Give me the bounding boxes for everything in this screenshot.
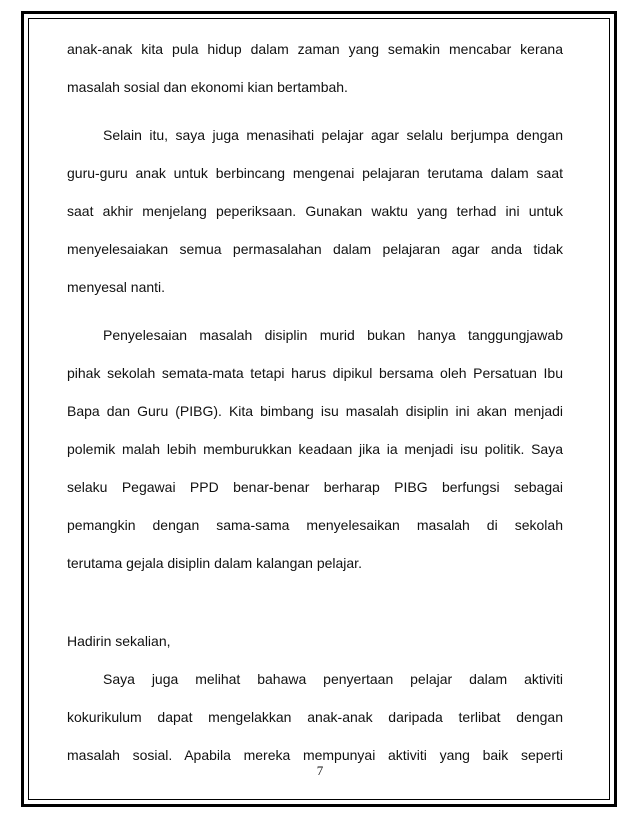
paragraph-line-10: Bapa dan Guru (PIBG). Kita bimbang isu masalah disiplin ini akan menjadi bbox=[67, 403, 563, 419]
paragraph-line-9: pihak sekolah semata-mata tetapi harus dipikul bersama oleh Persatuan Ibu bbox=[67, 365, 563, 381]
paragraph-line-12: selaku Pegawai PPD benar-benar berharap PIBG berfungsi sebagai bbox=[67, 479, 563, 495]
paragraph-line-7: menyesal nanti. bbox=[67, 279, 166, 295]
paragraph-line-2: masalah sosial dan ekonomi kian bertambah. bbox=[67, 79, 348, 95]
paragraph-line-13: pemangkin dengan sama-sama menyelesaikan masalah di sekolah bbox=[67, 517, 563, 533]
paragraph-line-6: menyelesaiakan semua permasalahan dalam pelajaran agar anda tidak bbox=[67, 241, 563, 257]
paragraph-line-18: masalah sosial. Apabila mereka mempunyai aktiviti yang baik seperti bbox=[67, 747, 563, 763]
paragraph-line-16: Saya juga melihat bahawa penyertaan pelajar dalam aktiviti bbox=[103, 671, 563, 687]
paragraph-line-14: terutama gejala disiplin dalam kalangan pelajar. bbox=[67, 555, 362, 571]
paragraph-line-17: kokurikulum dapat mengelakkan anak-anak daripada terlibat dengan bbox=[67, 709, 563, 725]
paragraph-line-5: saat akhir menjelang peperiksaan. Gunakan waktu yang terhad ini untuk bbox=[67, 203, 563, 219]
paragraph-line-1: anak-anak kita pula hidup dalam zaman yang semakin mencabar kerana bbox=[67, 41, 563, 57]
paragraph-line-3: Selain itu, saya juga menasihati pelajar agar selalu berjumpa dengan bbox=[103, 127, 563, 143]
salutation-line: Hadirin sekalian, bbox=[67, 633, 171, 649]
paragraph-line-8: Penyelesaian masalah disiplin murid bukan hanya tanggungjawab bbox=[103, 327, 563, 343]
paragraph-line-11: polemik malah lebih memburukkan keadaan jika ia menjadi isu politik. Saya bbox=[67, 441, 563, 457]
page-number: 7 bbox=[316, 763, 324, 778]
paragraph-line-4: guru-guru anak untuk berbincang mengenai pelajaran terutama dalam saat bbox=[67, 165, 563, 181]
